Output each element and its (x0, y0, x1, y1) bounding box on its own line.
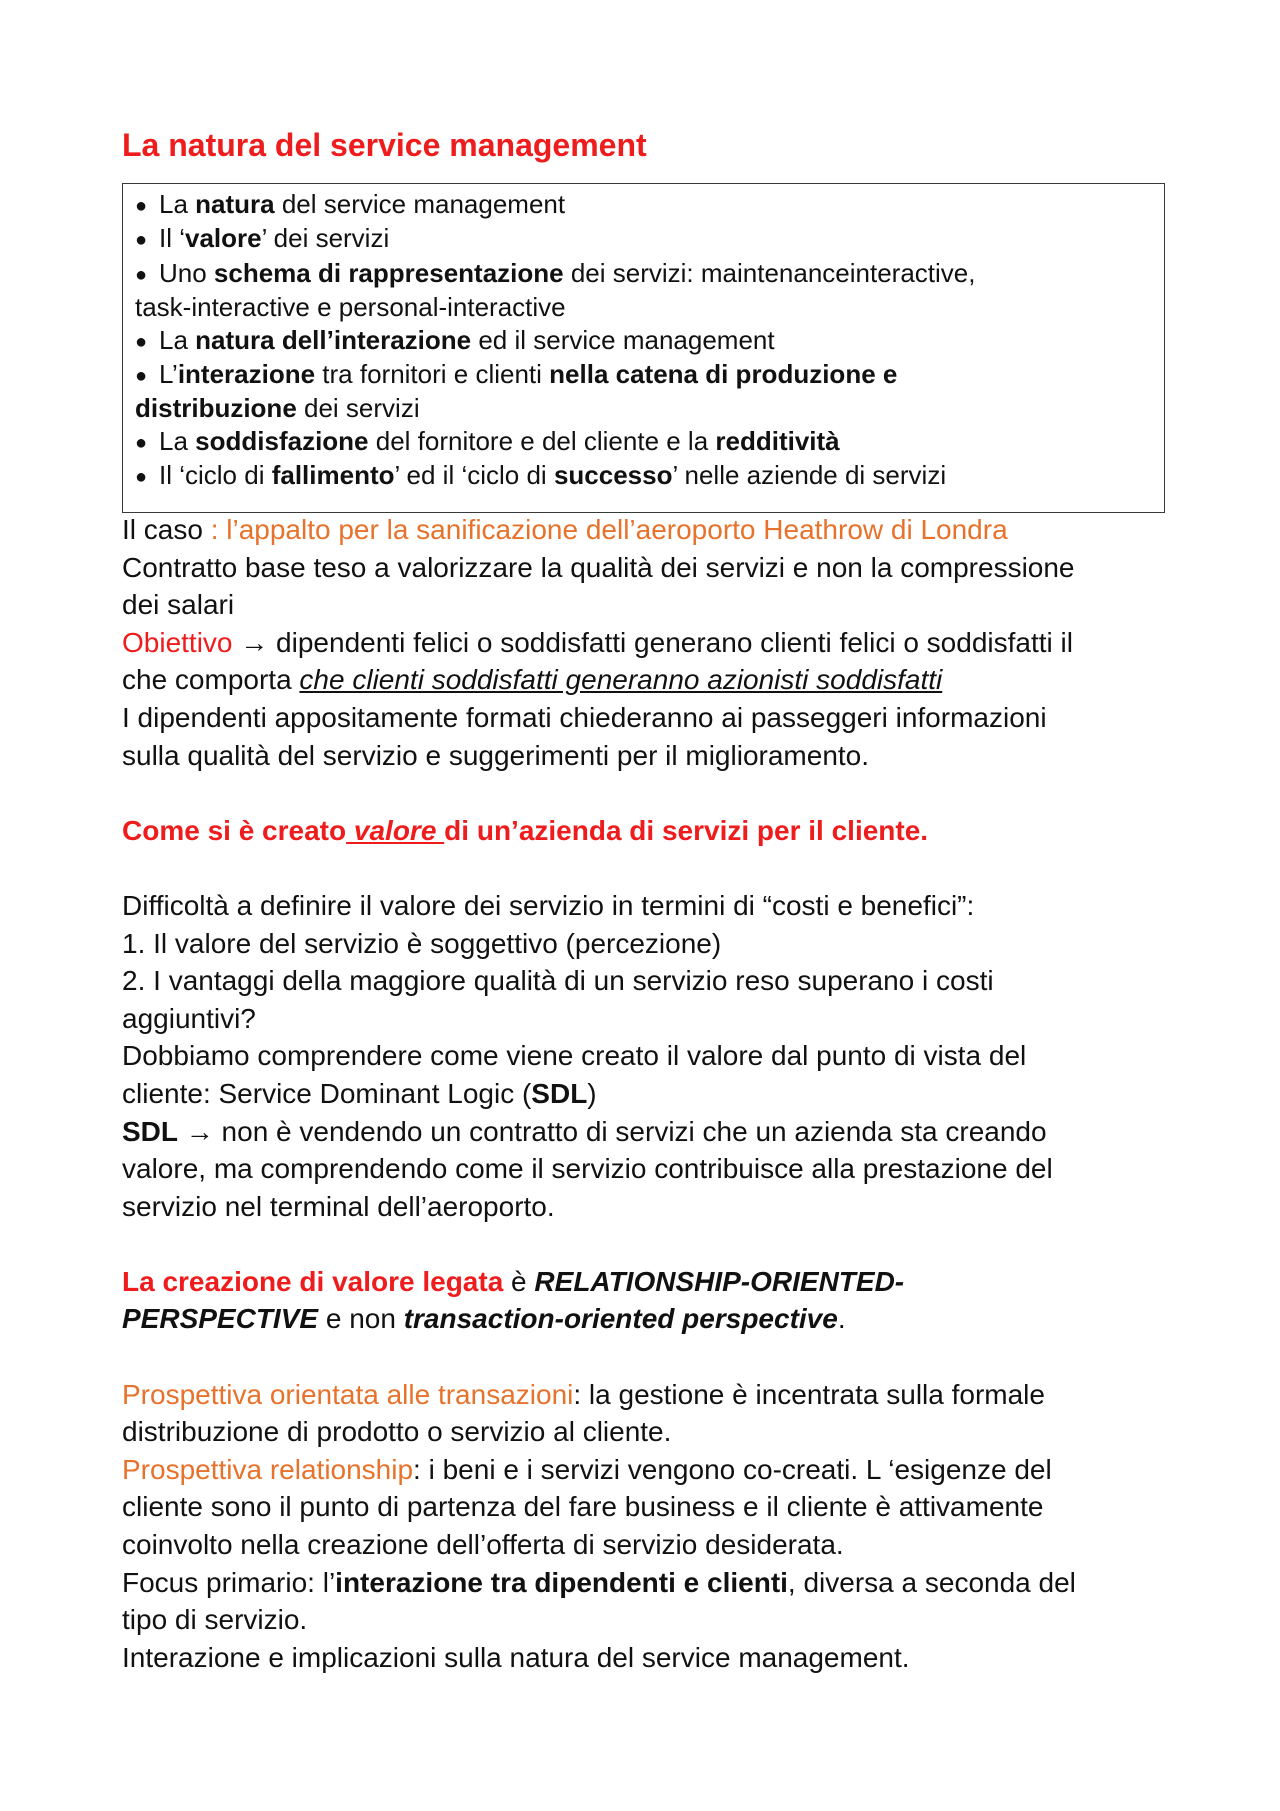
summary-text: La (159, 189, 196, 219)
summary-text: La (159, 324, 196, 355)
summary-text: tra fornitori e clienti (315, 359, 550, 390)
list-point: 1. Il valore del servizio è soggettivo (percezione) (122, 927, 722, 959)
list-point: 2. I vantaggi della maggiore qualità di un servizio reso superano i costi (122, 965, 994, 997)
case-label: Il caso (122, 514, 203, 545)
text-line: servizio nel terminal dell’aeroporto. (122, 1190, 555, 1222)
text-line: coinvolto nella creazione dell’offerta di servizio desiderata. (122, 1529, 844, 1561)
text-line: I dipendenti appositamente formati chiederanno ai passeggeri informazioni (122, 701, 1047, 733)
sdl-abbr: SDL (531, 1077, 588, 1109)
document-body (122, 511, 1172, 1676)
text-line: Dobbiamo comprendere come viene creato il valore dal punto di vista del (122, 1040, 1027, 1072)
summary-item (135, 324, 1164, 358)
text-line: aggiuntivi? (122, 1002, 256, 1034)
bullet-icon: ● (135, 195, 148, 217)
relationship-paragraph (122, 1263, 1172, 1338)
summary-bold: successo (553, 460, 673, 491)
summary-text: ’ ed il ‘ciclo di (394, 460, 554, 491)
objective-paragraph (122, 624, 1172, 699)
spacer (122, 1338, 1172, 1376)
text-line: non è vendendo un contratto di servizi che un azienda sta creando (213, 1115, 1047, 1147)
text-line: cliente: Service Dominant Logic ( (122, 1077, 532, 1109)
relationship-lead: La creazione di valore legata (122, 1265, 504, 1297)
section-heading-value (122, 812, 1172, 850)
summary-bold: nella catena di produzione e (549, 359, 898, 390)
summary-item (135, 188, 1164, 222)
difficulty-paragraph (122, 887, 1172, 1113)
spacer (122, 774, 1172, 812)
summary-text: dei servizi: maintenanceinteractive, (563, 257, 976, 288)
spacer (122, 1225, 1172, 1263)
summary-list (135, 188, 1164, 494)
summary-text: La (159, 425, 196, 456)
summary-bold: valore (185, 223, 262, 254)
text-line: ) (587, 1077, 597, 1109)
text-line: dei salari (122, 589, 235, 621)
transaction-paragraph (122, 1376, 1172, 1451)
closing-line (122, 1639, 1172, 1677)
summary-box (122, 183, 1165, 513)
summary-text: dei servizi (296, 393, 420, 424)
bullet-icon: ● (135, 466, 148, 489)
sdl-label: SDL (122, 1115, 178, 1147)
contract-paragraph (122, 549, 1172, 624)
bullet-icon: ● (135, 431, 148, 454)
heading-part: Come si è creato (122, 814, 347, 846)
text-line: . (837, 1303, 846, 1335)
summary-bold: interazione (177, 359, 316, 390)
summary-bold: soddisfazione (195, 425, 369, 456)
objective-label: Obiettivo (122, 626, 233, 658)
objective-emphasis: che clienti soddisfatti generanno azionisti soddisfatti (299, 664, 943, 696)
heading-emphasis: valore (346, 814, 445, 846)
spacer (122, 849, 1172, 887)
bullet-icon: ● (135, 229, 148, 252)
summary-item (135, 358, 1164, 425)
summary-text: Il ‘ciclo di (159, 460, 272, 491)
case-line (122, 511, 1172, 549)
summary-text: task-interactive e personal-interactive (135, 292, 566, 323)
summary-item (135, 222, 1164, 256)
text-line: è (503, 1265, 535, 1297)
summary-item (135, 459, 1164, 493)
bullet-icon: ● (135, 330, 148, 353)
bullet-icon: ● (135, 263, 148, 286)
heading-part: di un’azienda di servizi per il cliente. (444, 814, 929, 846)
focus-paragraph (122, 1564, 1172, 1639)
page-title: La natura del service management (122, 127, 647, 163)
summary-item (135, 425, 1164, 459)
case-text: : l’appalto per la sanificazione dell’aeroporto Heathrow di Londra (202, 514, 1008, 545)
text-line: cliente sono il punto di partenza del fare business e il cliente è attivamente (122, 1491, 1044, 1523)
text-line: Difficoltà a definire il valore dei servizio in termini di “costi e benefici”: (122, 889, 975, 921)
focus-emphasis: interazione tra dipendenti e clienti (335, 1566, 788, 1598)
summary-text: L’ (159, 359, 178, 390)
emphasis-text: transaction-oriented perspective (403, 1303, 838, 1335)
summary-bold: redditività (715, 425, 840, 456)
relationship-perspective-paragraph (122, 1451, 1172, 1564)
text-line: dipendenti felici o soddisfatti generano clienti felici o soddisfatti il (268, 626, 1073, 658)
text-line: Focus primario: l’ (122, 1566, 336, 1598)
text-line: , diversa a seconda del (787, 1566, 1076, 1598)
arrow-right-icon: → (185, 1115, 214, 1147)
text-line: : la gestione è incentrata sulla formale (573, 1378, 1045, 1410)
bullet-icon: ● (135, 365, 148, 388)
summary-bold: schema di rappresentazione (213, 257, 564, 288)
emphasis-text: RELATIONSHIP-ORIENTED- (534, 1265, 905, 1297)
summary-bold: natura (195, 189, 275, 219)
text-line: : i beni e i servizi vengono co-creati. L ‘esigenze del (413, 1453, 1052, 1485)
text-line: che comporta (122, 664, 300, 696)
summary-text: del fornitore e del cliente e la (368, 425, 716, 456)
summary-text: ed il service management (471, 324, 775, 355)
text-line: distribuzione di prodotto o servizio al cliente. (122, 1416, 672, 1448)
summary-text: Uno (159, 257, 214, 288)
summary-text: ’ nelle aziende di servizi (672, 460, 947, 491)
summary-bold: distribuzione (135, 393, 297, 424)
summary-text: ’ dei servizi (261, 223, 390, 254)
summary-bold: natura dell’interazione (195, 324, 472, 355)
summary-bold: fallimento (271, 460, 395, 491)
text-line: tipo di servizio. (122, 1604, 308, 1636)
sdl-paragraph (122, 1113, 1172, 1226)
arrow-right-icon: → (240, 626, 269, 658)
trained-paragraph (122, 699, 1172, 774)
text-line: valore, ma comprendendo come il servizio contribuisce alla prestazione del (122, 1153, 1053, 1185)
summary-text: del service management (274, 189, 566, 219)
summary-item (135, 257, 1164, 324)
text-line: sulla qualità del servizio e suggerimenti per il miglioramento. (122, 739, 870, 771)
emphasis-text: PERSPECTIVE (122, 1303, 319, 1335)
relationship-perspective-label: Prospettiva relationship (122, 1453, 414, 1485)
text-line: Interazione e implicazioni sulla natura del service management. (122, 1641, 910, 1673)
transaction-label: Prospettiva orientata alle transazioni (122, 1378, 574, 1410)
summary-text: Il ‘ (159, 223, 185, 254)
text-line: e non (318, 1303, 404, 1335)
text-line: Contratto base teso a valorizzare la qualità dei servizi e non la compressione (122, 551, 1075, 583)
